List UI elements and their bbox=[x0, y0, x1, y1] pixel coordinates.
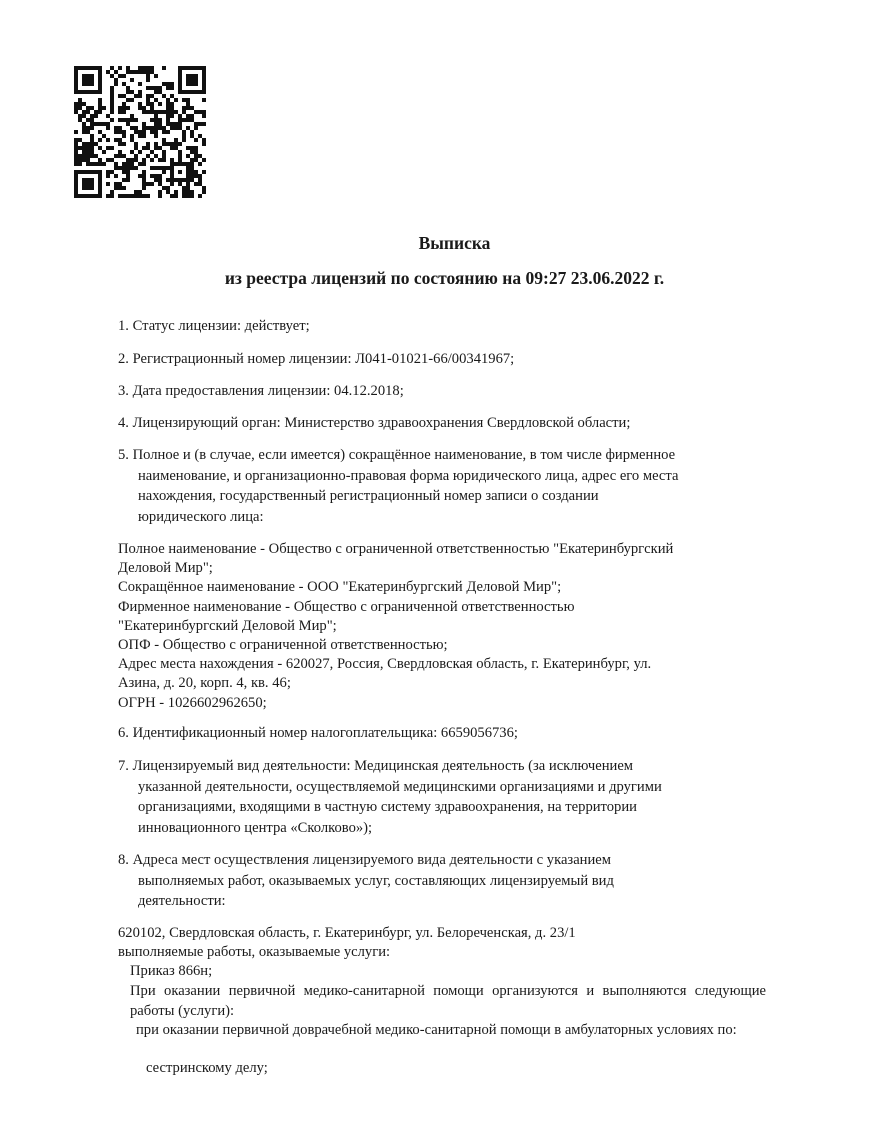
site-address-block bbox=[118, 924, 768, 962]
inn: 6. Идентификационный номер налогоплательщика: 6659056736; bbox=[118, 725, 518, 741]
org-brand-name-cont: "Екатеринбургский Деловой Мир"; bbox=[118, 617, 337, 634]
nursing-service: сестринскому делу; bbox=[146, 1060, 268, 1076]
qr-code-icon bbox=[74, 66, 206, 198]
org-address-cont: Азина, д. 20, корп. 4, кв. 46; bbox=[118, 675, 291, 692]
licensed-activity: 7. Лицензируемый вид деятельности: Медицинская деятельность (за исключением указанной деятельности, осуществляемой медицинскими организациями и другими организациями, входящими в частную систему здравоохранения, на территории инновационного центра «Сколково»); bbox=[118, 758, 662, 836]
organization-details bbox=[118, 540, 768, 713]
org-ogrn: ОГРН - 1026602962650; bbox=[118, 694, 267, 711]
org-opf: ОПФ - Общество с ограниченной ответственностью; bbox=[118, 637, 448, 654]
org-brand-name: Фирменное наименование - Общество с ограниченной ответственностью bbox=[118, 598, 575, 615]
licensing-authority: 4. Лицензирующий орган: Министерство здравоохранения Свердловской области; bbox=[118, 415, 631, 431]
works-label: выполняемые работы, оказываемые услуги: bbox=[118, 944, 391, 961]
org-full-name: Полное наименование - Общество с ограниченной ответственностью "Екатеринбургский bbox=[118, 541, 674, 557]
org-full-name-cont: Деловой Мир"; bbox=[118, 560, 213, 577]
license-date: 3. Дата предоставления лицензии: 04.12.2018; bbox=[118, 383, 404, 399]
primary-care-works: При оказании первичной медико-санитарной помощи организуются и выполняются следующие работы (услуги): bbox=[130, 983, 766, 1019]
license-reg-number: 2. Регистрационный номер лицензии: Л041-01021-66/00341967; bbox=[118, 351, 515, 367]
org-short-name: Сокращённое наименование - ООО "Екатеринбургский Деловой Мир"; bbox=[118, 579, 562, 596]
activity-addresses-heading: 8. Адреса мест осуществления лицензируемого вида деятельности с указанием выполняемых работ, оказываемых услуг, составляющих лицензируемый вид деятельности: bbox=[118, 852, 614, 909]
names-heading: 5. Полное и (в случае, если имеется) сокращённое наименование, в том числе фирменное наименование, и организационно-правовая форма юридического лица, адрес его места нахождения, государственный регистрационный номер записи о создании юридического лица: bbox=[118, 447, 679, 525]
license-status: 1. Статус лицензии: действует; bbox=[118, 318, 310, 334]
document-title: Выписка bbox=[418, 233, 491, 253]
order-ref: Приказ 866н; bbox=[130, 963, 213, 979]
site-address: 620102, Свердловская область, г. Екатеринбург, ул. Белореченская, д. 23/1 bbox=[118, 925, 576, 941]
prehospital-care-works: при оказании первичной доврачебной медико-санитарной помощи в амбулаторных условиях по: bbox=[136, 1022, 737, 1038]
org-address: Адрес места нахождения - 620027, Россия, Свердловская область, г. Екатеринбург, ул. bbox=[118, 656, 652, 673]
document-subtitle: из реестра лицензий по состоянию на 09:27 23.06.2022 г. bbox=[224, 268, 665, 288]
